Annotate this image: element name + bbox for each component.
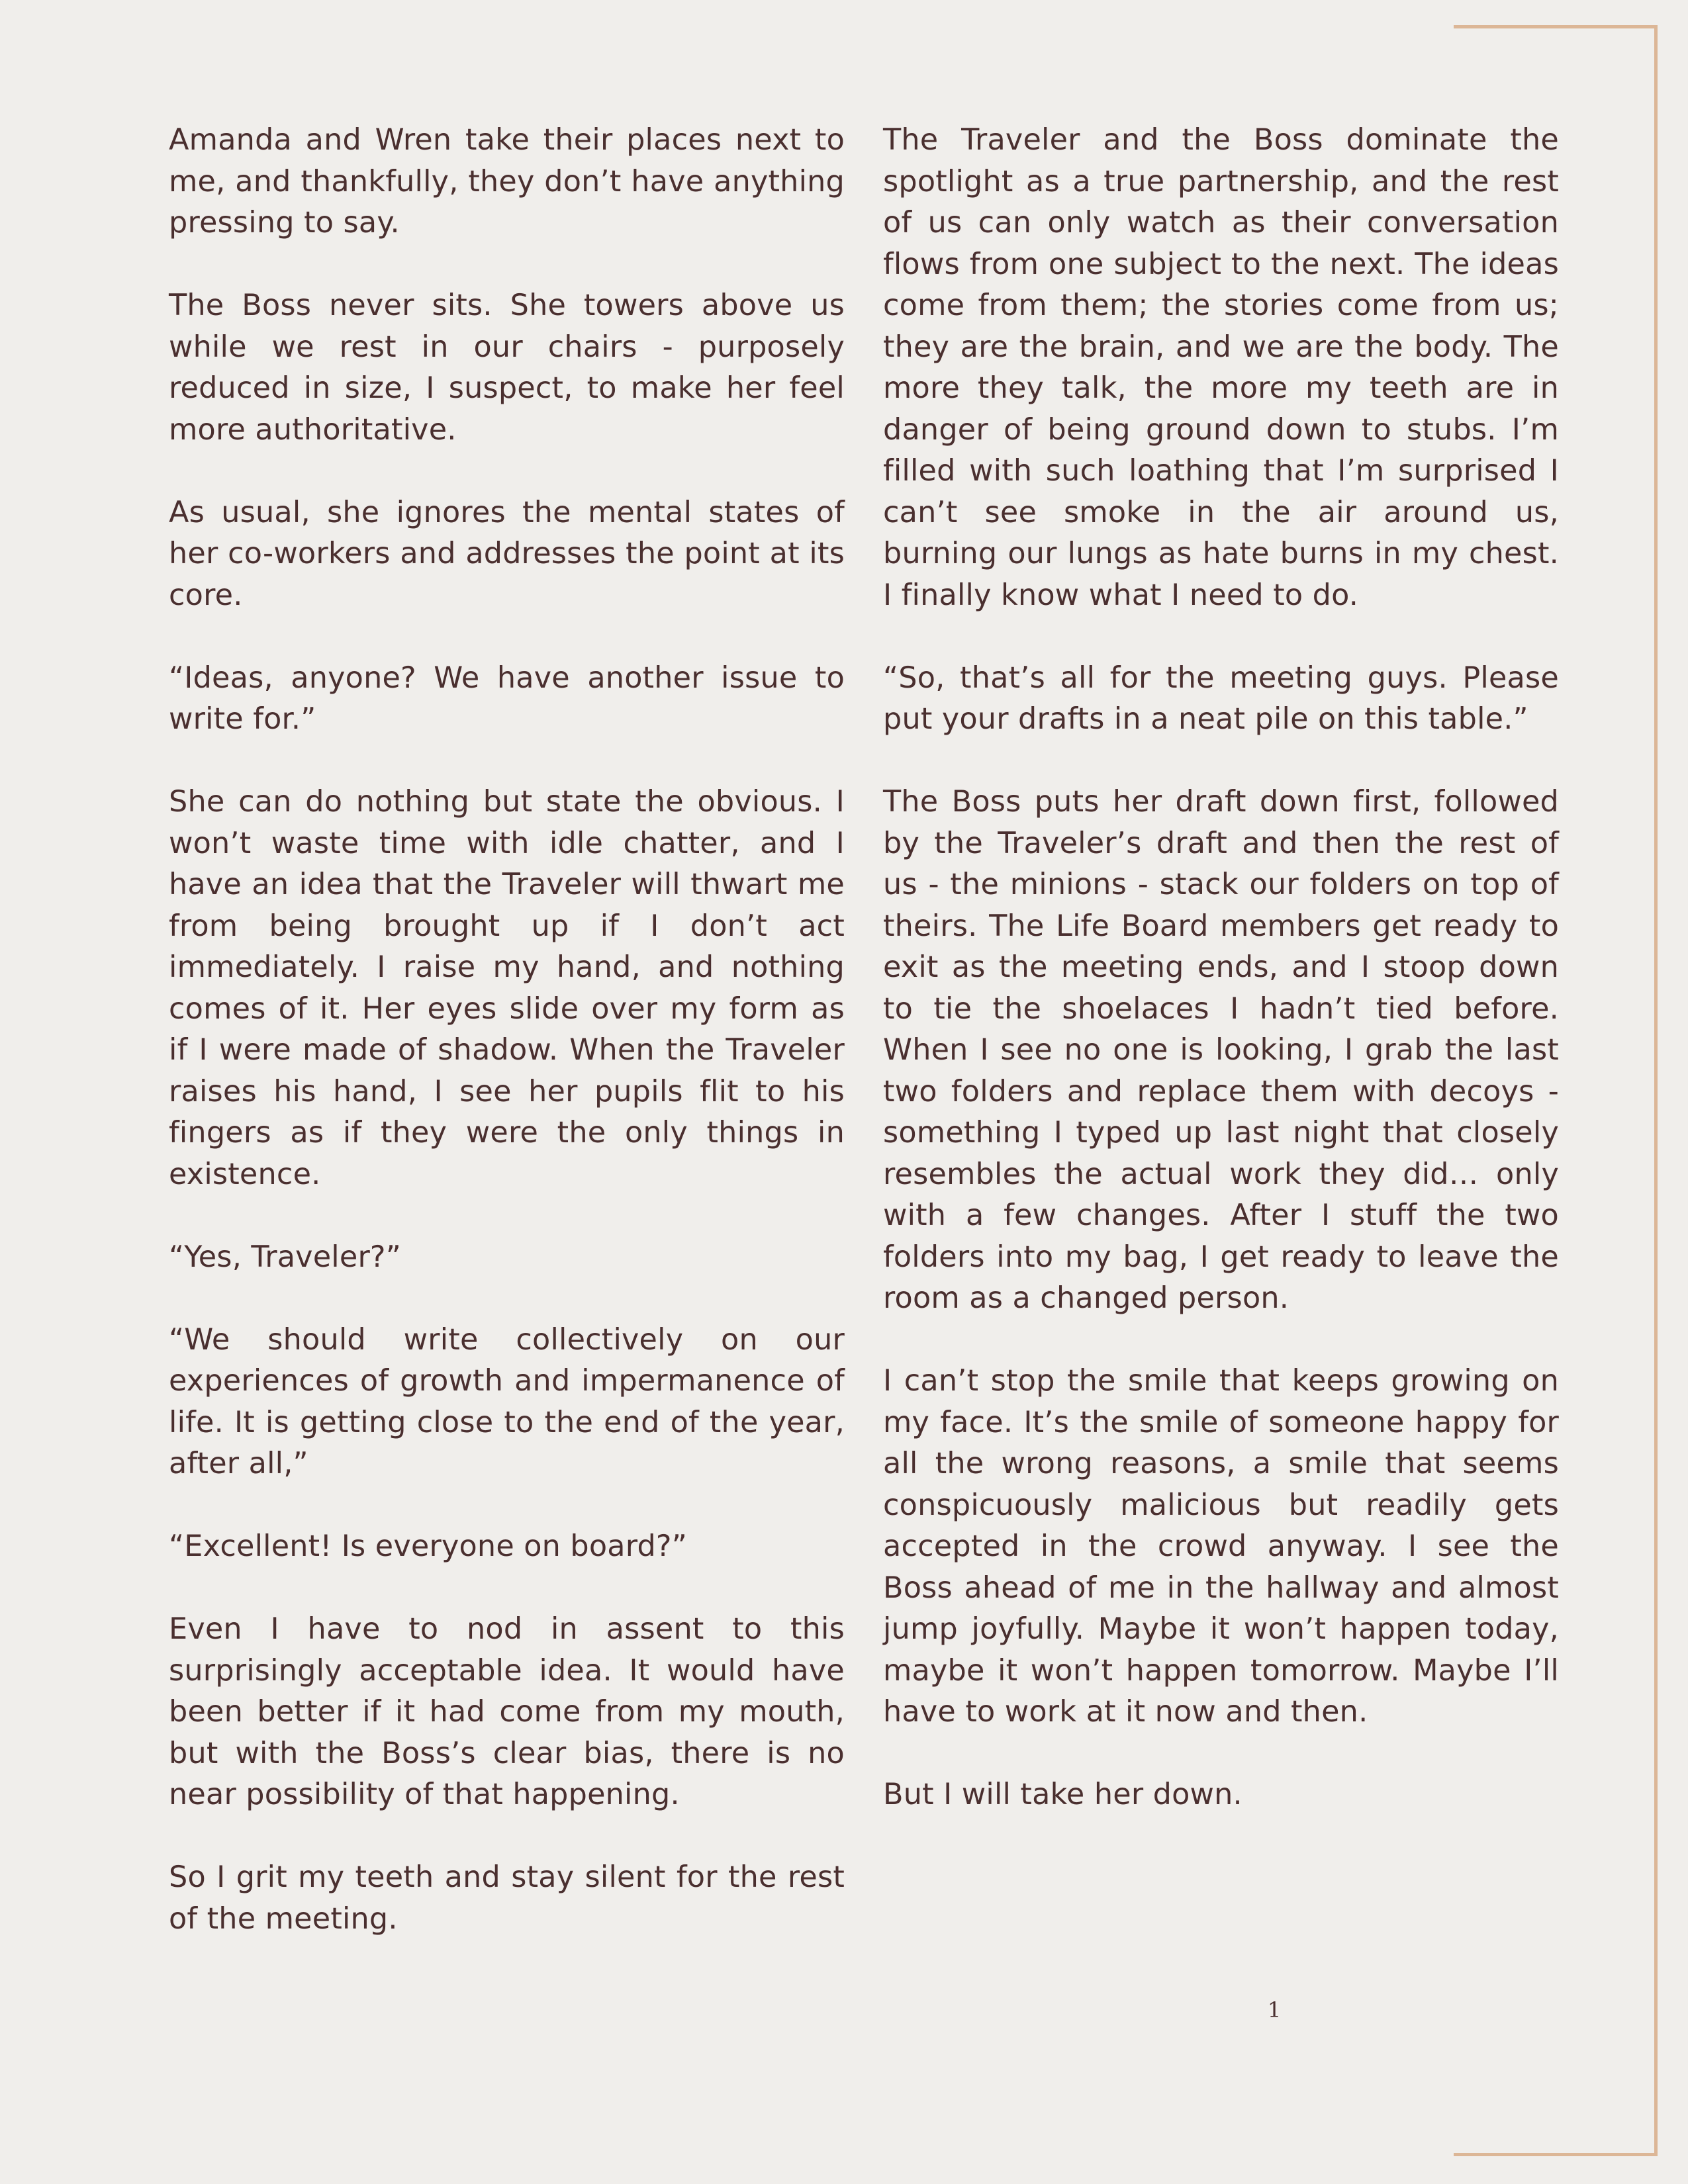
paragraph: So I grit my teeth and stay silent for the rest of the meeting. bbox=[169, 1860, 845, 1936]
paragraph: “Ideas, anyone? We have another issue to write for.” bbox=[169, 660, 845, 736]
right-text-column bbox=[883, 120, 1559, 1857]
page-number: 1 bbox=[1267, 1997, 1282, 2023]
paragraph: As usual, she ignores the mental states of her co-workers and addresses the point at its core. bbox=[169, 495, 845, 612]
paragraph: The Traveler and the Boss dominate the spotlight as a true partnership, and the rest of us can only watch as their conversation flows from one subject to the next. The ideas come from them; the stories come from us; they are the brain, and we are the body. The more they talk, the more my teeth are in danger of being ground down to stubs. I’m filled with such loathing that I’m surprised I can’t see smoke in the air around us, burning our lungs as hate burns in my chest. I finally know what I need to do. bbox=[883, 123, 1559, 612]
paragraph: “We should write collectively on our experiences of growth and impermanence of life. It is getting close to the end of the year, after all,” bbox=[169, 1322, 845, 1480]
paragraph: But I will take her down. bbox=[883, 1778, 1243, 1811]
paragraph: Amanda and Wren take their places next to me, and thankfully, they don’t have anything pressing to say. bbox=[169, 123, 845, 240]
paragraph: The Boss puts her draft down first, followed by the Traveler’s draft and then the rest of us - the minions - stack our folders on top of theirs. The Life Board members get ready to exit as the meeting ends, and I stoop down to tie the shoelaces I hadn’t tied before. When I see no one is looking, I grab the last two folders and replace them with decoys - something I typed up last night that closely resembles the actual work they did… only with a few changes. After I stuff the two folders into my bag, I get ready to leave the room as a changed person. bbox=[883, 785, 1559, 1315]
paragraph: Even I have to nod in assent to this surprisingly acceptable idea. It would have been better if it had come from my mouth, but with the Boss’s clear bias, there is no near possibility of that happening. bbox=[169, 1612, 845, 1811]
paragraph: “Yes, Traveler?” bbox=[169, 1240, 402, 1274]
paragraph: “So, that’s all for the meeting guys. Please put your drafts in a neat pile on this table.” bbox=[883, 660, 1559, 736]
left-text-column bbox=[169, 120, 845, 1981]
paragraph: She can do nothing but state the obvious. I won’t waste time with idle chatter, and I have an idea that the Traveler will thwart me from being brought up if I don’t act immediately. I raise my hand, and nothing comes of it. Her eyes slide over my form as if I were made of shadow. When the Traveler raises his hand, I see her pupils flit to his fingers as if they were the only things in existence. bbox=[169, 785, 845, 1191]
paragraph: “Excellent! Is everyone on board?” bbox=[169, 1529, 687, 1563]
paragraph: The Boss never sits. She towers above us while we rest in our chairs - purposely reduced in size, I suspect, to make her feel more authoritative. bbox=[169, 289, 845, 447]
paragraph: I can’t stop the smile that keeps growing on my face. It’s the smile of someone happy for all the wrong reasons, a smile that seems conspicuously malicious but readily gets accepted in the crowd anyway. I see the Boss ahead of me in the hallway and almost jump joyfully. Maybe it won’t happen today, maybe it won’t happen tomorrow. Maybe I’ll have to work at it now and then. bbox=[883, 1364, 1559, 1729]
